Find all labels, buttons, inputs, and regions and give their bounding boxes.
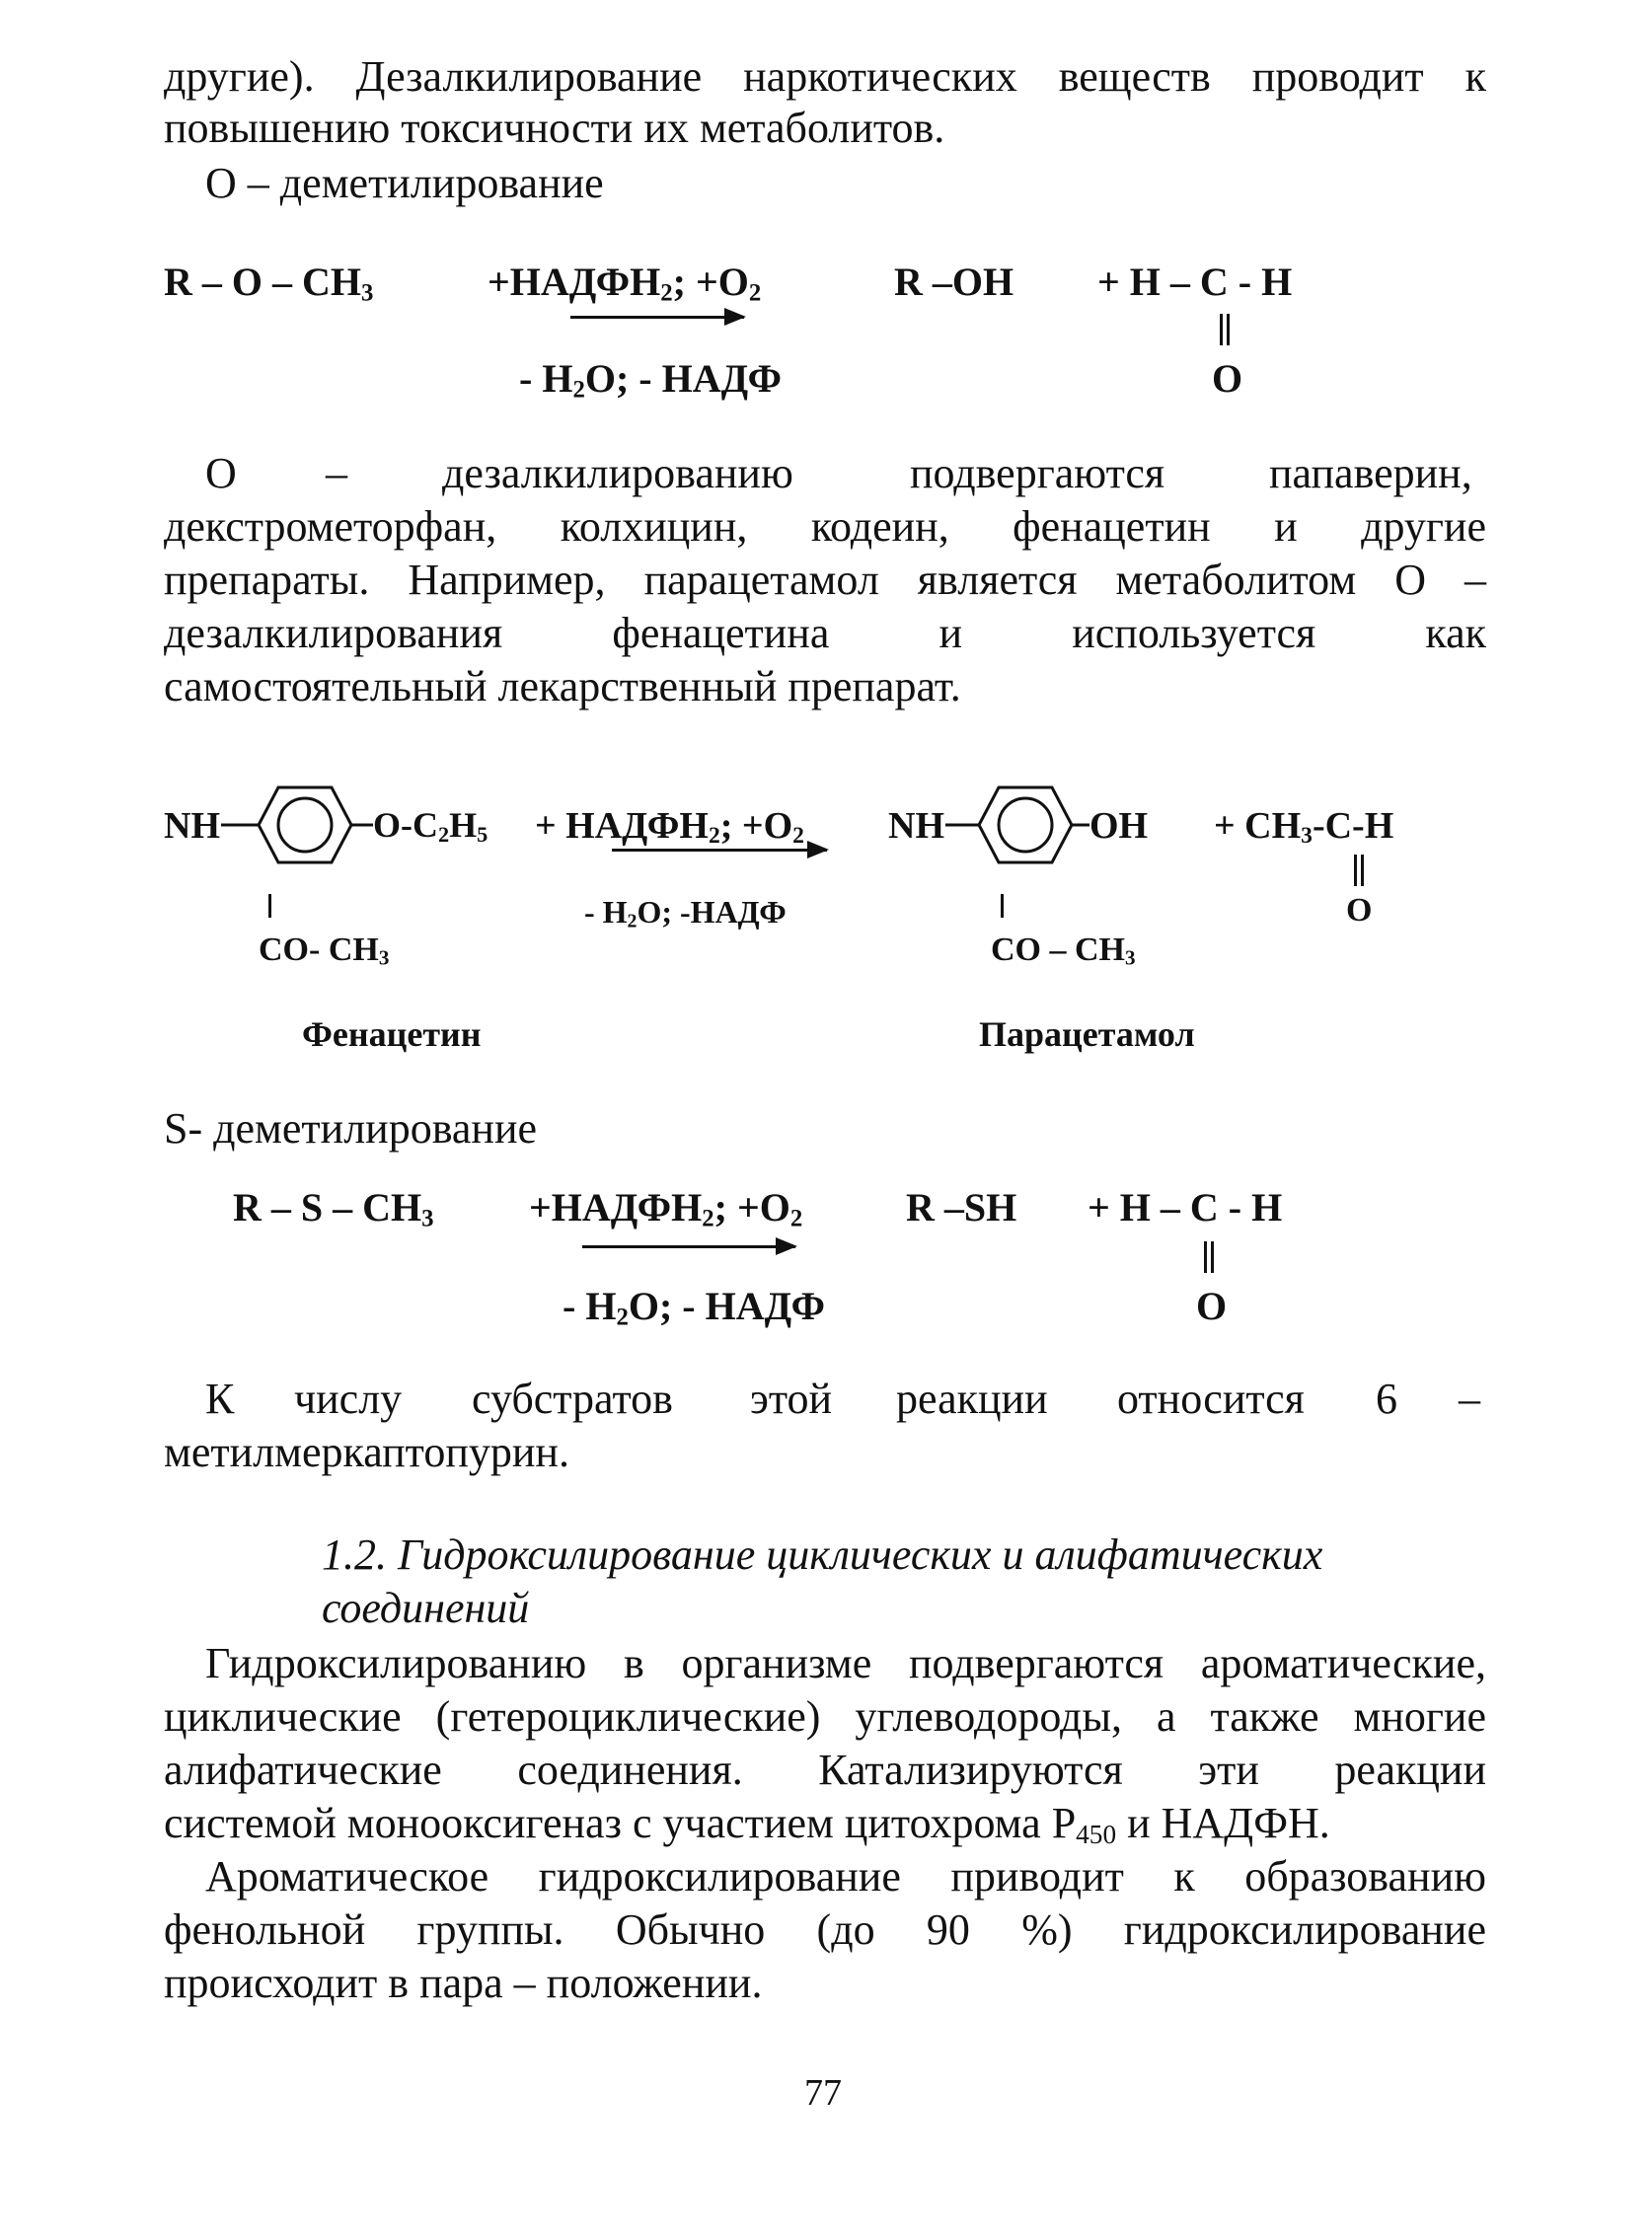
text-line: другие). Дезалкилирование наркотических веществ проводит к <box>164 52 1486 101</box>
text-word: реакции <box>896 1375 1048 1423</box>
text-word: субстратов <box>472 1375 673 1423</box>
text-line: декстрометорфан, колхицин, кодеин, фенацетин и другие <box>164 502 1486 551</box>
acetaldehyde-formula: + $CH_3-C-H$ <box>1214 805 1394 850</box>
oxygen-atom: O <box>1212 356 1243 401</box>
text-word: подвергаются <box>910 449 1165 497</box>
text-word: – <box>1459 1375 1480 1423</box>
oxygen-atom: O <box>1346 892 1373 929</box>
reaction-conditions-bottom: - $H_2O$; -НАДФ <box>584 894 787 932</box>
product-formula: R –OH <box>894 260 1014 304</box>
compound-label: Фенацетин <box>302 1014 482 1054</box>
text-line: Гидроксилированию в организме подвергаются ароматические, <box>205 1639 1486 1687</box>
reaction-conditions-top: + $НАДФН_2$; $+O_2$ <box>535 805 804 850</box>
text-word: – <box>326 449 347 497</box>
text-line: циклические (гетероциклические) углеводороды, а также многие <box>164 1692 1486 1741</box>
text-word: К <box>205 1375 235 1423</box>
text-line: алифатические соединения. Катализируются эти реакции <box>164 1746 1486 1794</box>
reaction-arrow <box>582 1245 795 1248</box>
nh-group: NH <box>888 805 944 847</box>
section-heading: 1.2. Гидроксилирование циклических и алифатических <box>322 1530 1323 1579</box>
reactant-formula: R – S – $CH_3$ <box>233 1185 434 1232</box>
formaldehyde-formula: + H – C - H <box>1097 260 1293 304</box>
single-bond <box>1001 894 1004 918</box>
reaction-conditions-top: $+НАДФН_2$; $+O_2$ <box>529 1185 803 1232</box>
hydroxyl-group: OH <box>1089 805 1149 847</box>
text-line: дезалкилирования фенацетина и используется как <box>164 609 1486 657</box>
text-line: метилмеркаптопурин. <box>164 1428 569 1476</box>
oxygen-atom: O <box>1196 1284 1228 1328</box>
nh-group: NH <box>164 805 220 847</box>
text-word: 6 <box>1376 1375 1397 1423</box>
text-line: самостоятельный лекарственный препарат. <box>164 662 961 710</box>
text-line: препараты. Например, парацетамол является метаболитом О – <box>164 556 1486 604</box>
acetyl-group: CO- $CH_3$ <box>259 932 390 970</box>
text-word: О <box>205 449 237 497</box>
page-number: 77 <box>804 2072 842 2114</box>
section-subheading: О – деметилирование <box>205 159 604 207</box>
section-subheading: S- деметилирование <box>164 1104 538 1153</box>
text-line: повышению токсичности их метаболитов. <box>164 104 945 152</box>
acetyl-group: CO – $CH_3$ <box>991 932 1136 970</box>
reactant-formula: R – O – $CH_3$ <box>164 260 374 307</box>
reaction-conditions-bottom: - $H_2O$; - НАДФ <box>519 356 782 404</box>
text-word: относится <box>1117 1375 1305 1423</box>
ethoxy-group: $O-C_2H_5$ <box>373 805 488 847</box>
double-bond <box>1354 855 1364 886</box>
text-word: этой <box>750 1375 833 1423</box>
text-word: папаверин, <box>1269 449 1472 497</box>
text-word: дезалкилированию <box>442 449 793 497</box>
product-formula: R –SH <box>906 1185 1017 1230</box>
formaldehyde-formula: + H – C - H <box>1088 1185 1283 1230</box>
compound-label: Парацетамол <box>979 1014 1195 1054</box>
reaction-conditions-top: $+НАДФН_2$; $+O_2$ <box>488 260 762 307</box>
section-heading: соединений <box>322 1584 530 1632</box>
text-line: Ароматическое гидроксилирование приводит к образованию <box>205 1852 1486 1901</box>
double-bond <box>1204 1241 1214 1273</box>
text-word: числу <box>294 1375 403 1423</box>
reaction-conditions-bottom: - $H_2O$; - НАДФ <box>563 1284 825 1331</box>
text-line: фенольной группы. Обычно (до 90 %) гидроксилирование <box>164 1905 1486 1954</box>
text-line: системой монооксигеназ с участием цитохрома $P_{450}$ и НАДФН. <box>164 1799 1330 1849</box>
text-line: происходит в пара – положении. <box>164 1959 763 2007</box>
